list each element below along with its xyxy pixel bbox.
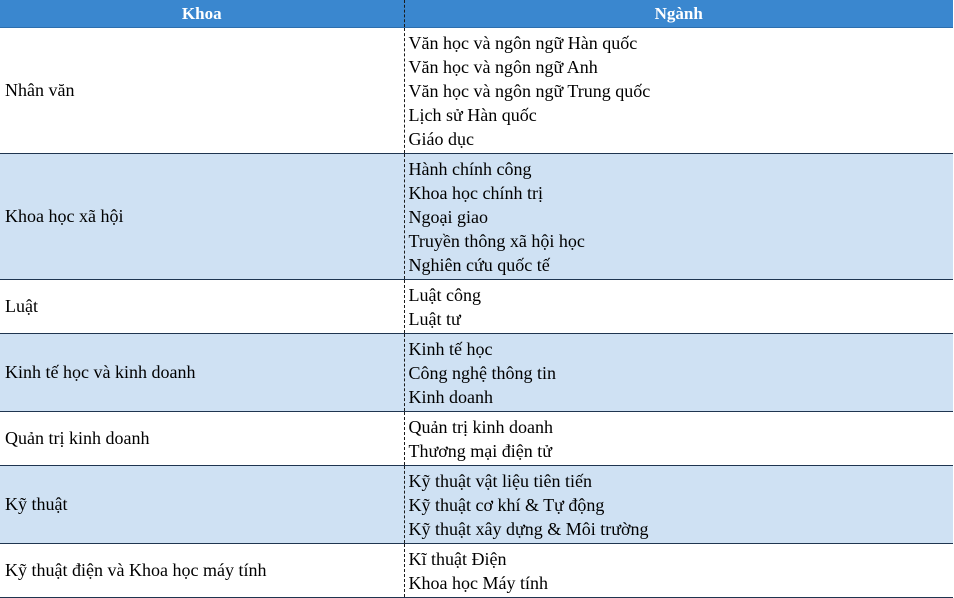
table-body <box>0 28 953 598</box>
major-item: Khoa học chính trị <box>408 183 543 203</box>
faculty-cell: Nhân văn <box>0 28 404 154</box>
major-item: Kỹ thuật xây dựng & Môi trường <box>408 519 649 539</box>
majors-list <box>409 544 954 597</box>
major-item: Kỹ thuật cơ khí & Tự động <box>408 495 605 515</box>
major-item: Kỹ thuật vật liệu tiên tiến <box>408 471 592 491</box>
faculty-cell: Kỹ thuật điện và Khoa học máy tính <box>0 544 404 598</box>
majors-list <box>409 280 954 333</box>
major-item: Văn học và ngôn ngữ Hàn quốc <box>408 33 638 53</box>
table-row <box>0 334 953 412</box>
major-column-header: Ngành <box>404 0 953 28</box>
majors-list <box>409 466 954 543</box>
major-item: Giáo dục <box>408 129 474 149</box>
major-item: Kinh doanh <box>408 387 493 407</box>
major-item: Thương mại điện tử <box>408 441 553 461</box>
major-item: Hành chính công <box>408 159 532 179</box>
major-item: Văn học và ngôn ngữ Trung quốc <box>408 81 651 101</box>
majors-cell <box>404 334 953 412</box>
majors-list <box>409 154 954 279</box>
faculty-cell: Kỹ thuật <box>0 466 404 544</box>
faculty-cell: Luật <box>0 280 404 334</box>
major-item: Kinh tế học <box>408 339 493 359</box>
major-item: Lịch sử Hàn quốc <box>408 105 537 125</box>
major-item: Ngoại giao <box>408 207 488 227</box>
table-row <box>0 412 953 466</box>
table-row <box>0 544 953 598</box>
table-row <box>0 466 953 544</box>
faculty-cell: Khoa học xã hội <box>0 154 404 280</box>
major-item: Truyền thông xã hội học <box>408 231 585 251</box>
majors-list <box>409 28 954 153</box>
major-item: Văn học và ngôn ngữ Anh <box>408 57 598 77</box>
majors-cell <box>404 28 953 154</box>
major-item: Kĩ thuật Điện <box>408 549 507 569</box>
majors-cell <box>404 412 953 466</box>
table-row <box>0 154 953 280</box>
faculty-cell: Quản trị kinh doanh <box>0 412 404 466</box>
major-item: Quản trị kinh doanh <box>408 417 553 437</box>
header-row <box>0 0 953 28</box>
majors-cell <box>404 154 953 280</box>
major-item: Luật công <box>408 285 481 305</box>
table-row <box>0 28 953 154</box>
majors-list <box>409 334 954 411</box>
faculty-cell: Kinh tế học và kinh doanh <box>0 334 404 412</box>
majors-list <box>409 412 954 465</box>
majors-cell <box>404 466 953 544</box>
major-item: Luật tư <box>408 309 461 329</box>
major-item: Nghiên cứu quốc tế <box>408 255 550 275</box>
majors-cell <box>404 544 953 598</box>
majors-cell <box>404 280 953 334</box>
faculty-column-header: Khoa <box>0 0 404 28</box>
table-row <box>0 280 953 334</box>
major-item: Công nghệ thông tin <box>408 363 556 383</box>
major-item: Khoa học Máy tính <box>408 573 548 593</box>
